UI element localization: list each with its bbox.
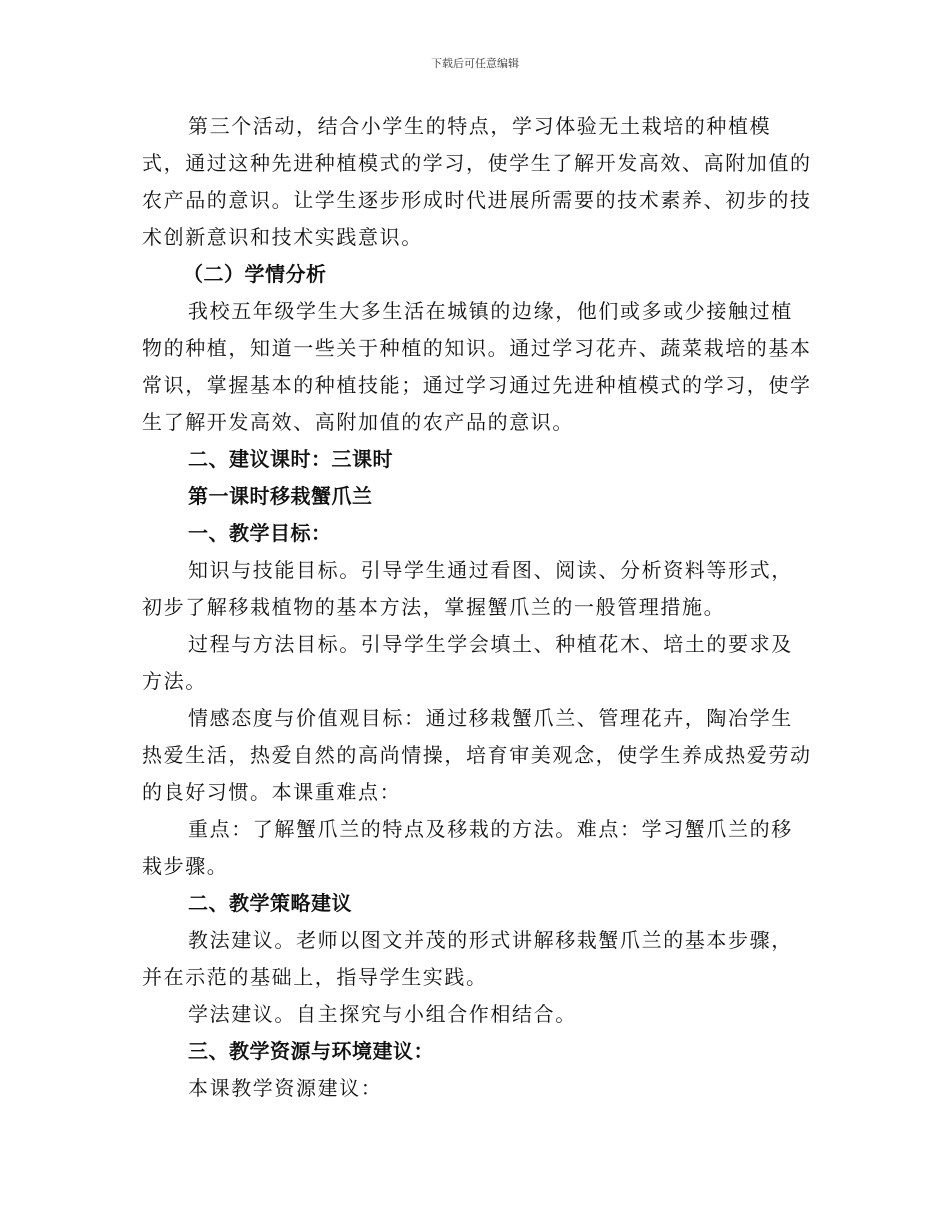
heading-learner-analysis: （二）学情分析 <box>183 262 327 286</box>
paragraph-knowledge-goal: 知识与技能目标。引导学生通过看图、阅读、分析资料等形式，初步了解移栽植物的基本方法，掌握蟹爪兰的一般管理措施。 <box>142 558 793 619</box>
heading-lesson-one: 第一课时移栽蟹爪兰 <box>188 484 373 508</box>
document-body <box>142 108 814 1107</box>
paragraph-activity-three: 第三个活动，结合小学生的特点，学习体验无土栽培的种植模式，通过这种先进种植模式的学习，使学生了解开发高效、高附加值的农产品的意识。让学生逐步形成时代进展所需要的技术素养、初步的技术创新意识和技术实践意识。 <box>142 114 812 249</box>
heading-suggested-periods: 二、建议课时：三课时 <box>188 447 393 471</box>
paragraph-learner-analysis: 我校五年级学生大多生活在城镇的边缘，他们或多或少接触过植物的种植，知道一些关于种植的知识。通过学习花卉、蔬菜栽培的基本常识，掌握基本的种植技能；通过学习通过先进种植模式的学习，使学生了解开发高效、高附加值的农产品的意识。 <box>142 299 812 434</box>
paragraph-key-points: 重点：了解蟹爪兰的特点及移栽的方法。难点：学习蟹爪兰的移栽步骤。 <box>142 817 793 878</box>
paragraph-emotion-goal: 情感态度与价值观目标：通过移栽蟹爪兰、管理花卉，陶冶学生热爱生活，热爱自然的高尚情操，培育审美观念，使学生养成热爱劳动的良好习惯。本课重难点： <box>142 706 812 804</box>
heading-resources: 三、教学资源与环境建议： <box>188 1039 434 1063</box>
paragraph-learning-method: 学法建议。自主探究与小组合作相结合。 <box>188 1002 577 1026</box>
paragraph-process-goal: 过程与方法目标。引导学生学会填土、种植花木、培土的要求及方法。 <box>142 632 793 693</box>
heading-teaching-goals: 一、教学目标： <box>188 521 332 545</box>
paragraph-resources: 本课教学资源建议： <box>188 1076 383 1100</box>
heading-teaching-strategy: 二、教学策略建议 <box>188 891 352 915</box>
page-header: 下载后可任意编辑 <box>431 57 519 70</box>
paragraph-teaching-method: 教法建议。老师以图文并茂的形式讲解移栽蟹爪兰的基本步骤，并在示范的基础上，指导学生实践。 <box>142 928 793 989</box>
